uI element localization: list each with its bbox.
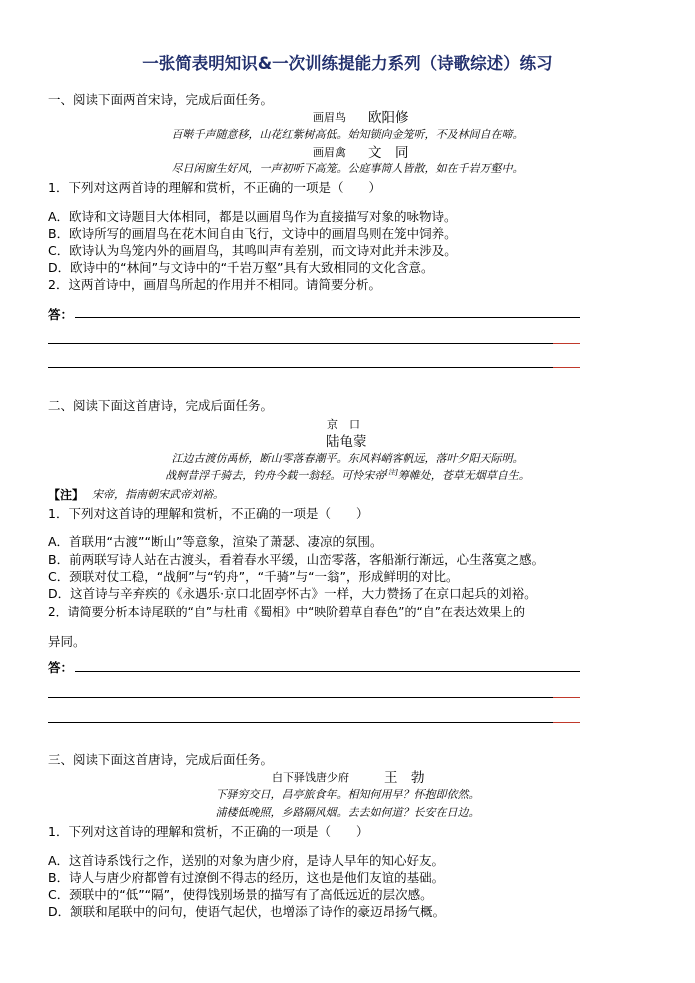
verse-2-part-a: 战舸昔浮千骑去，钓舟今载一翁轻。可怜宋帝 [165,469,386,482]
page-title: 一张简表明知识&一次训练提能力系列（诗歌综述）练习 [142,54,553,73]
poem-3-verse-1: 江边古渡仿禹桥，断山零落春潮平。东风料峭客帆远，落叶夕阳天际明。 [171,452,524,465]
verse-2-part-b: 筹帷处，苍草无烟草自生。 [397,469,530,482]
poem-1-author: 欧阳修 [368,110,409,126]
footnote-marker: [注] [385,468,398,477]
poem-4-title: 白下驿饯唐少府 [272,771,349,784]
note-label: 【注】 [48,488,85,502]
s2-answer-line-1[interactable] [75,671,580,672]
s2-option-c: C．颈联对仗工稳，“战舸”与“钓舟”，“千骑”与“一翁”，形成鲜明的对比。 [48,569,459,584]
s3-option-c: C．颈联中的“低”“隔”，使得饯别场景的描写有了高低远近的层次感。 [48,887,433,902]
section-3-heading: 三、阅读下面这首唐诗，完成后面任务。 [48,752,274,767]
s1-option-a: A．欧诗和文诗题目大体相同，都是以画眉鸟作为直接描写对象的咏物诗。 [48,209,457,224]
poem-1-title: 画眉鸟 [313,111,346,124]
poem-4-author: 王 勃 [384,770,425,786]
s2-question-1: 1．下列对这首诗的理解和赏析，不正确的一项是（ ） [48,506,369,521]
s2-question-2-cont: 异同。 [48,634,86,649]
s1-answer-line-2-tail [553,343,580,344]
s2-option-d: D．这首诗与辛弃疾的《永遇乐·京口北固亭怀古》一样，大力赞扬了在京口起兵的刘裕。 [48,586,537,601]
section-1-heading: 一、阅读下面两首宋诗，完成后面任务。 [48,92,274,107]
s3-option-a: A．这首诗系饯行之作，送别的对象为唐少府，是诗人早年的知心好友。 [48,853,445,868]
note-text: 宋帝，指南朝宋武帝刘裕。 [92,488,224,501]
poem-2-title: 画眉禽 [313,146,346,159]
s2-option-a: A．首联用“古渡”“断山”等意象，渲染了萧瑟、凄凉的氛围。 [48,534,383,549]
s1-option-b: B．欧诗所写的画眉鸟在花木间自由飞行，文诗中的画眉鸟则在笼中饲养。 [48,226,457,241]
s2-answer-label: 答： [48,660,74,675]
s1-option-c: C．欧诗认为鸟笼内外的画眉鸟，其鸣叫声有差别，而文诗对此并未涉及。 [48,243,457,258]
s2-answer-line-3-tail [553,722,580,723]
s1-option-d: D．欧诗中的“林间”与文诗中的“千岩万壑”具有大致相同的文化含意。 [48,260,434,275]
s1-question-2: 2．这两首诗中，画眉鸟所起的作用并不相同。请简要分析。 [48,277,381,292]
s1-answer-line-3-tail [553,367,580,368]
poem-2-author: 文 同 [368,145,409,161]
s2-answer-line-3[interactable] [48,722,553,723]
s3-question-1: 1．下列对这首诗的理解和赏析，不正确的一项是（ ） [48,824,369,839]
s1-answer-line-2[interactable] [48,343,553,344]
s1-answer-label: 答： [48,307,74,322]
s1-answer-line-3[interactable] [48,367,553,368]
poem-4-verse-1: 下驿穷交日，昌亭旅食年。相知何用早？怀抱即依然。 [215,788,480,801]
section-2-heading: 二、阅读下面这首唐诗，完成后面任务。 [48,398,274,413]
s3-option-d: D．颔联和尾联中的问句，使语气起伏，也增添了诗作的豪迈昂扬气概。 [48,904,446,919]
poem-3-author: 陆龟蒙 [326,434,367,450]
s2-answer-line-2-tail [553,697,580,698]
s2-answer-line-2[interactable] [48,697,553,698]
poem-4-verse-2: 浦楼低晚照，乡路隔风烟。去去如何道？长安在日边。 [215,806,480,819]
poem-3-verse-2 [0,467,695,483]
s3-option-b: B．诗人与唐少府都曾有过潦倒不得志的经历，这也是他们友谊的基础。 [48,870,445,885]
s1-answer-line-1[interactable] [75,317,580,318]
s2-question-2: 2．请简要分析本诗尾联的“自”与杜甫《蜀相》中“映阶碧草自春色”的“自”在表达效果上的 [48,605,525,619]
s2-option-b: B．前两联写诗人站在古渡头，看着春水平缓，山峦零落，客船渐行渐远，心生落寞之感。 [48,552,545,567]
poem-1-verse: 百啭千声随意移，山花红紫树高低。始知锁向金笼听，不及林间自在啼。 [171,128,524,141]
s1-question-1: 1．下列对这两首诗的理解和赏析，不正确的一项是（ ） [48,180,381,195]
poem-2-verse: 尽日闲窗生好风，一声初听下高笼。公庭事简人皆散，如在千岩万壑中。 [171,162,524,175]
poem-3-title: 京 口 [327,418,360,431]
